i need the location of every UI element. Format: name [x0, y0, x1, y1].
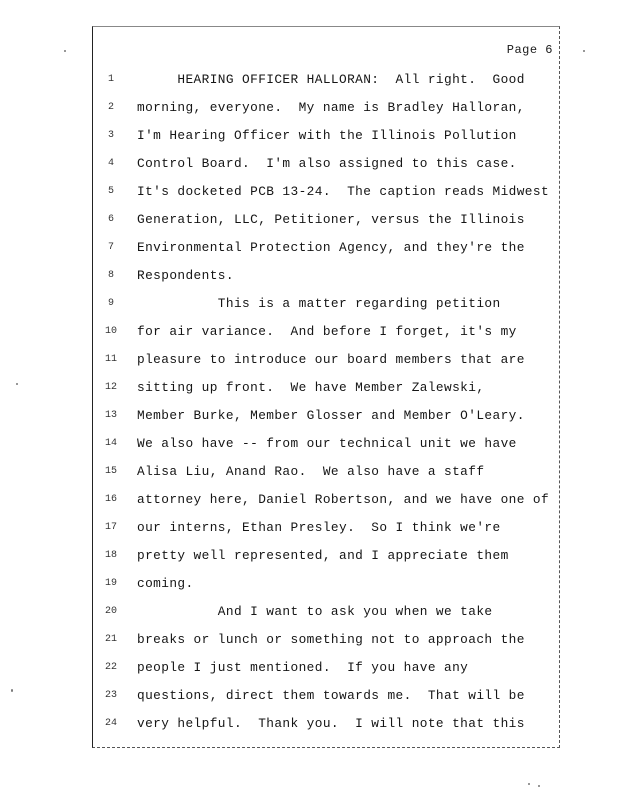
transcript-line	[93, 681, 559, 709]
line-text: pretty well represented, and I appreciate them	[137, 547, 509, 563]
scan-speck	[528, 783, 530, 785]
line-text: very helpful. Thank you. I will note that this	[137, 715, 525, 731]
line-text: our interns, Ethan Presley. So I think we're	[137, 519, 501, 535]
transcript-line	[93, 569, 559, 597]
line-number: 22	[104, 661, 117, 673]
line-text: Member Burke, Member Glosser and Member O'Leary.	[137, 407, 525, 423]
transcript-line	[93, 65, 559, 93]
line-number: 2	[107, 101, 114, 113]
transcript-line	[93, 317, 559, 345]
line-text: Control Board. I'm also assigned to this case.	[137, 155, 517, 171]
transcript-line	[93, 541, 559, 569]
line-text: attorney here, Daniel Robertson, and we have one of	[137, 491, 550, 507]
transcript-line	[93, 457, 559, 485]
line-text: people I just mentioned. If you have any	[137, 659, 469, 675]
line-number: 8	[107, 269, 114, 281]
line-number: 9	[107, 297, 114, 309]
transcript-page	[92, 26, 560, 748]
transcript-line	[93, 653, 559, 681]
line-number: 16	[104, 493, 117, 505]
transcript-line	[93, 205, 559, 233]
transcript-line	[93, 709, 559, 737]
line-number: 1	[107, 73, 114, 85]
line-number: 15	[104, 465, 117, 477]
line-text: Environmental Protection Agency, and they're the	[137, 239, 525, 255]
line-number: 24	[104, 717, 117, 729]
line-text: I'm Hearing Officer with the Illinois Pollution	[137, 127, 517, 143]
scan-speck	[16, 383, 18, 385]
line-text: coming.	[137, 575, 194, 591]
line-number: 13	[104, 409, 117, 421]
line-number: 21	[104, 633, 117, 645]
line-number: 18	[104, 549, 117, 561]
transcript-line	[93, 93, 559, 121]
line-number: 6	[107, 213, 114, 225]
transcript-line	[93, 485, 559, 513]
line-number: 12	[104, 381, 117, 393]
line-number: 7	[107, 241, 114, 253]
line-number: 5	[107, 185, 114, 197]
line-text: HEARING OFFICER HALLORAN: All right. Good	[137, 71, 525, 87]
line-text: questions, direct them towards me. That will be	[137, 687, 525, 703]
transcript-line	[93, 261, 559, 289]
line-number: 17	[104, 521, 117, 533]
line-text: breaks or lunch or something not to approach the	[137, 631, 525, 647]
line-text: sitting up front. We have Member Zalewski,	[137, 379, 485, 395]
transcript-line	[93, 177, 559, 205]
line-text: Alisa Liu, Anand Rao. We also have a staff	[137, 463, 485, 479]
transcript-line	[93, 373, 559, 401]
line-number: 19	[104, 577, 117, 589]
transcript-line	[93, 121, 559, 149]
line-number: 4	[107, 157, 114, 169]
scan-speck	[538, 785, 540, 787]
transcript-lines	[93, 65, 559, 737]
scan-speck	[11, 689, 13, 692]
transcript-line	[93, 625, 559, 653]
transcript-line	[93, 401, 559, 429]
line-number: 11	[104, 353, 117, 365]
line-text: This is a matter regarding petition	[137, 295, 501, 311]
line-number: 10	[104, 325, 117, 337]
line-text: And I want to ask you when we take	[137, 603, 493, 619]
transcript-line	[93, 597, 559, 625]
transcript-line	[93, 149, 559, 177]
line-text: It's docketed PCB 13-24. The caption reads Midwest	[137, 183, 550, 199]
transcript-line	[93, 429, 559, 457]
scan-speck	[64, 50, 66, 52]
line-text: Generation, LLC, Petitioner, versus the Illinois	[137, 211, 525, 227]
line-text: Respondents.	[137, 267, 234, 283]
line-text: for air variance. And before I forget, it's my	[137, 323, 517, 339]
line-number: 14	[104, 437, 117, 449]
line-text: morning, everyone. My name is Bradley Halloran,	[137, 99, 525, 115]
transcript-line	[93, 233, 559, 261]
transcript-line	[93, 345, 559, 373]
line-text: We also have -- from our technical unit we have	[137, 435, 517, 451]
page-number: Page 6	[506, 43, 553, 57]
line-number: 20	[104, 605, 117, 617]
line-number: 3	[107, 129, 114, 141]
transcript-line	[93, 513, 559, 541]
transcript-line	[93, 289, 559, 317]
line-text: pleasure to introduce our board members that are	[137, 351, 525, 367]
line-number: 23	[104, 689, 117, 701]
scan-speck	[583, 50, 585, 52]
